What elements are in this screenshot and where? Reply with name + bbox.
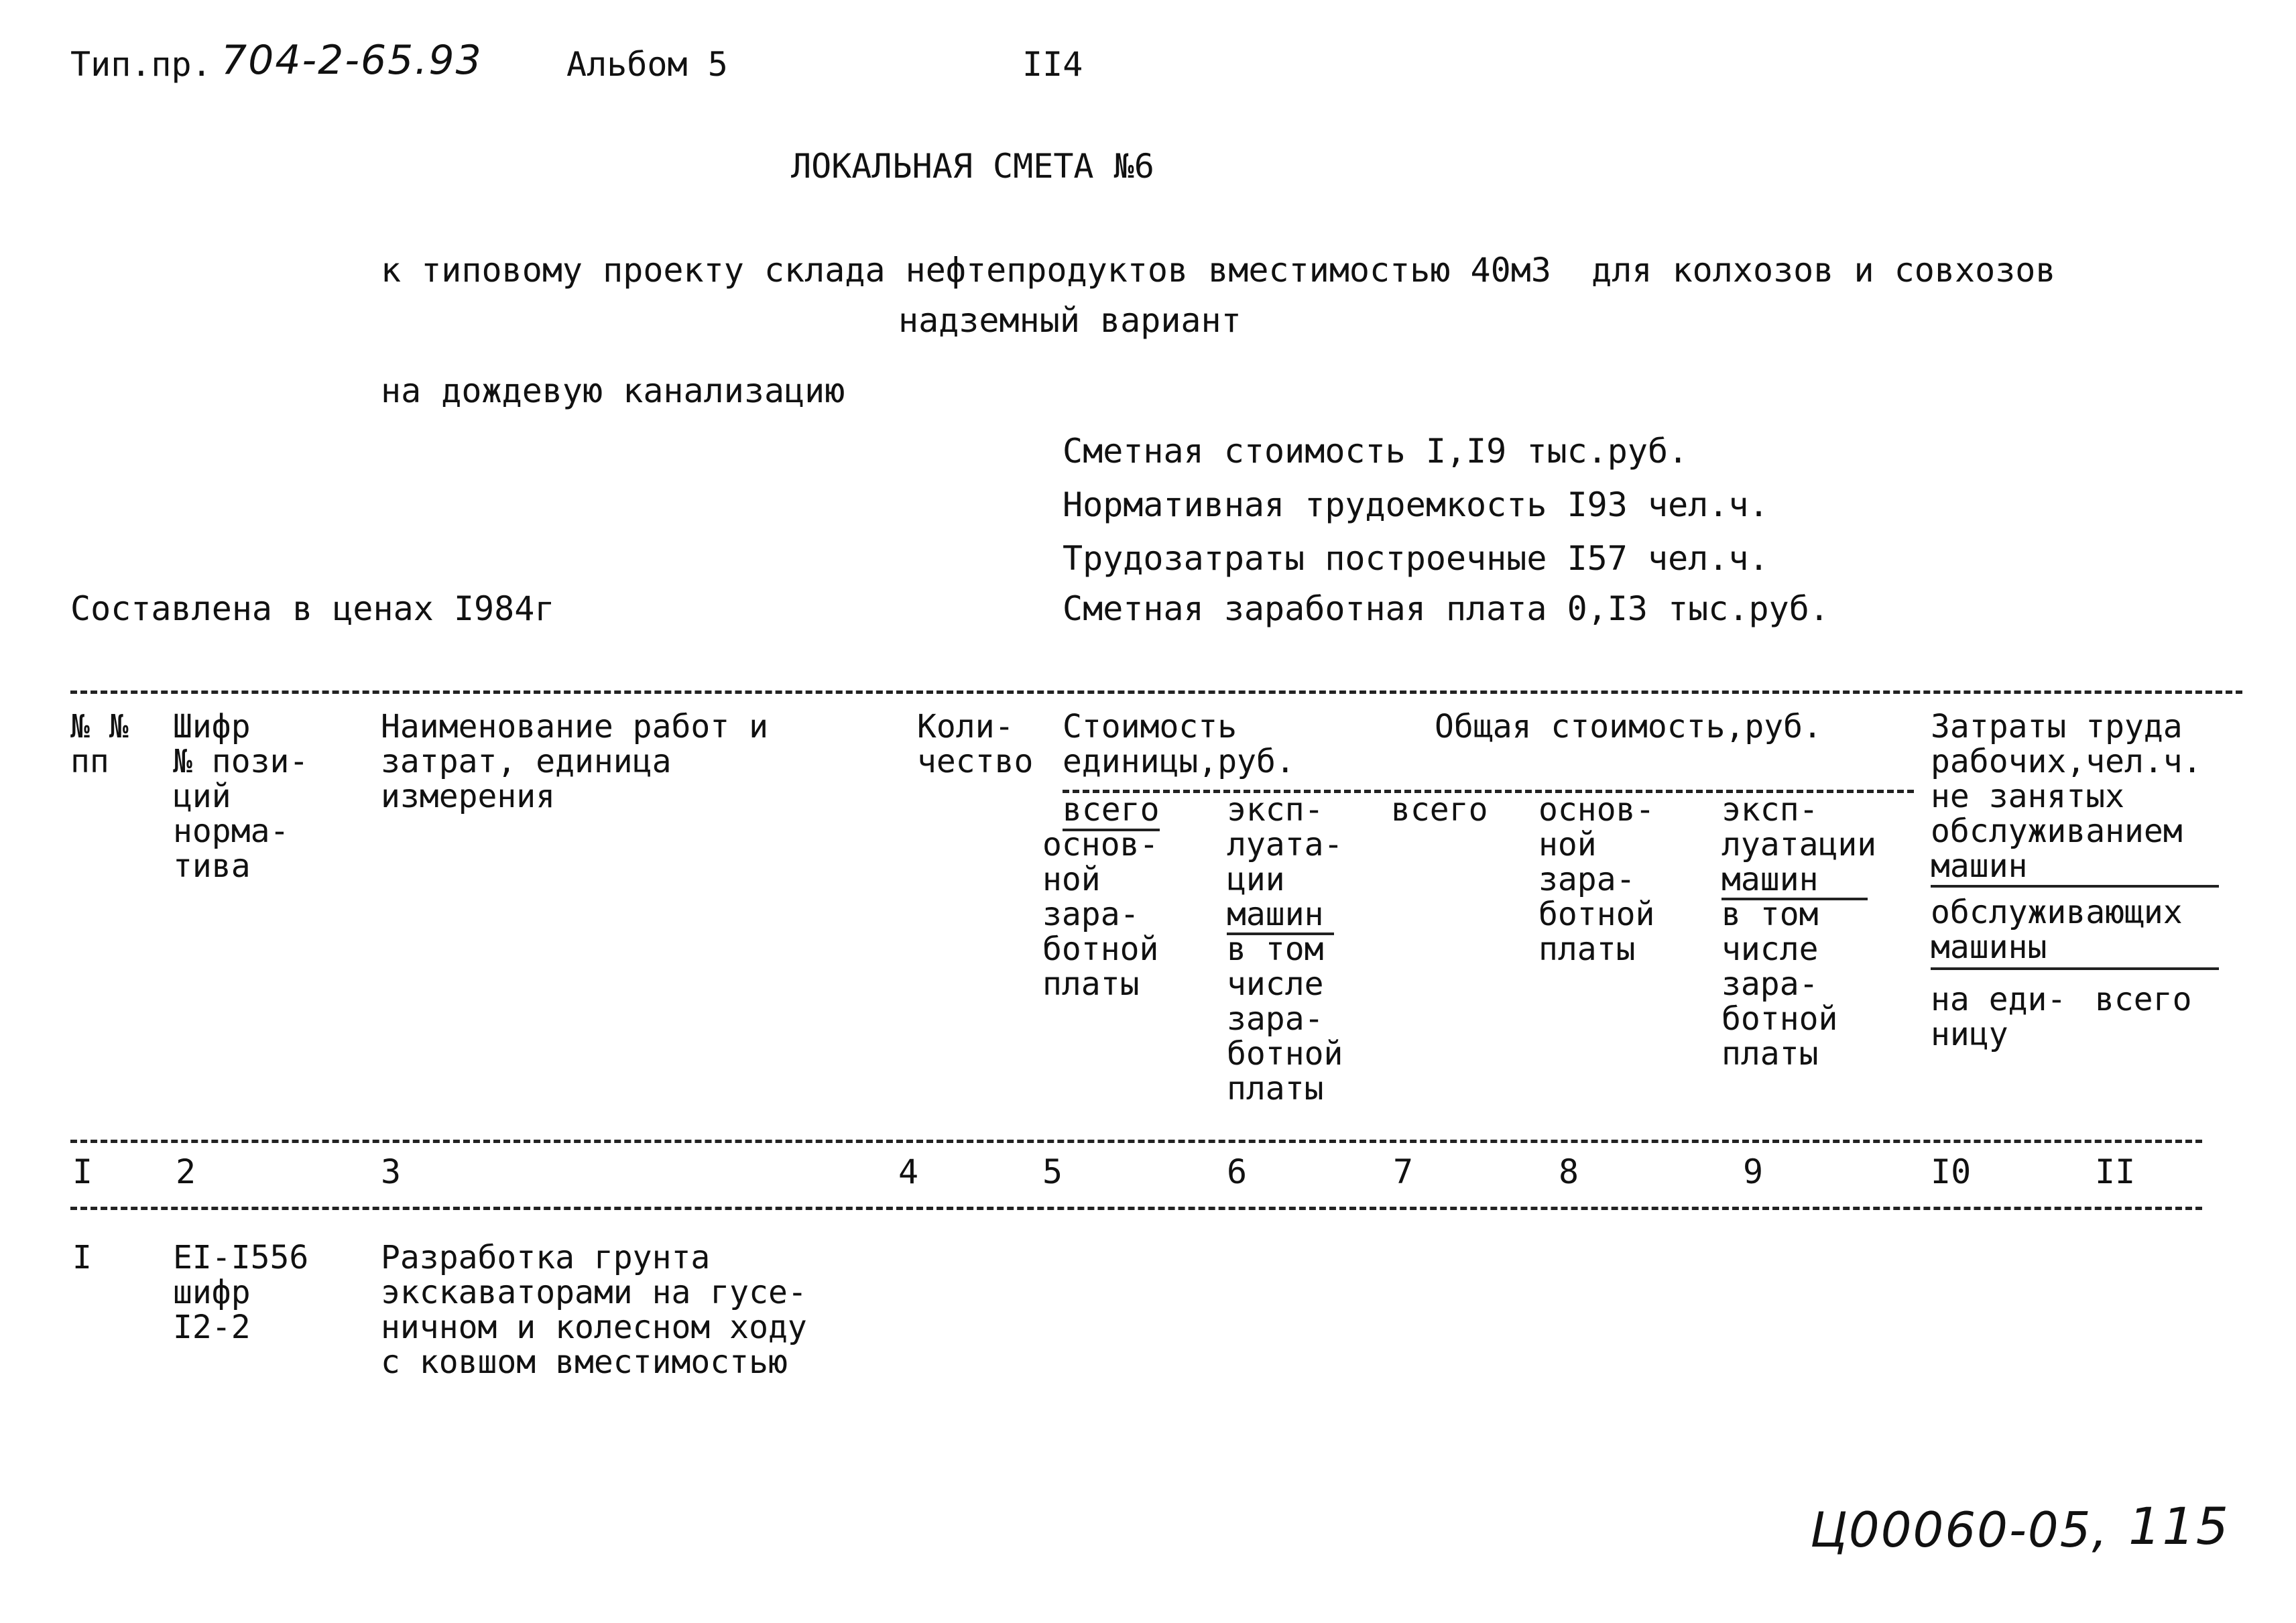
row-code: EI-I556 шифр I2-2 — [173, 1239, 309, 1346]
summary-labor-site: Трудозатраты построечные I57 чел.ч. — [1063, 539, 1769, 578]
project-label: Тип.пр. — [70, 45, 212, 84]
header-col6-bottom: в том числе зара- ботной платы — [1227, 930, 1343, 1107]
header-col5-top — [1063, 792, 1160, 827]
header-unit-cost-group: Стоимость единицы,руб. — [1063, 708, 1295, 780]
header-labor-group: Затраты труда рабочих,чел.ч. не занятых обслуживанием — [1931, 708, 2202, 850]
column-numbers-top-rule — [70, 1140, 2202, 1143]
header-col5-top-text: всего — [1063, 791, 1160, 831]
document-title: ЛОКАЛЬНАЯ СМЕТА №6 — [791, 147, 1154, 186]
header-labor-serving-machines: машины — [1931, 928, 2047, 966]
column-number: 7 — [1393, 1152, 1414, 1191]
header-labor-total: всего — [2095, 981, 2192, 1018]
labor-rule-1 — [1931, 885, 2219, 888]
column-number: 2 — [176, 1152, 196, 1191]
header-labor-per-unit: на еди- ницу — [1931, 981, 2067, 1053]
stamp-code: Ц00060-05, — [1810, 1502, 2109, 1558]
column-number: II — [2095, 1152, 2136, 1191]
header-col9-bottom: в том числе зара- ботной платы — [1721, 896, 1838, 1073]
labor-rule-2 — [1931, 967, 2219, 970]
column-number: 3 — [381, 1152, 402, 1191]
header-col3: Наименование работ и затрат, единица измерения — [381, 708, 768, 815]
header-col6-top: эксп- луата- ции машин — [1227, 791, 1343, 933]
album-label: Альбом 5 — [566, 45, 728, 84]
header-col8: основ- ной зара- ботной платы — [1538, 791, 1655, 968]
header-col2: Шифр № пози- ций норма- тива — [173, 708, 309, 885]
header-col9-top: эксп- луатации машин — [1721, 791, 1877, 898]
project-number: 704-2-65.93 — [221, 37, 483, 84]
header-col1: № № пп — [70, 708, 129, 780]
column-number: 6 — [1227, 1152, 1248, 1191]
header-total-cost-group: Общая стоимость,руб. — [1435, 708, 1822, 745]
page-number: II4 — [1022, 45, 1083, 84]
row-number: I — [72, 1239, 92, 1276]
column-number: I0 — [1931, 1152, 1972, 1191]
subtitle-line2: надземный вариант — [898, 301, 1242, 340]
column-number: I — [72, 1152, 93, 1191]
row-description: Разработка грунта экскаваторами на гусе- ничном и колесном ходу с ковшом вместимостью — [381, 1239, 807, 1381]
header-col7: всего — [1391, 791, 1488, 829]
header-labor-serving: обслуживающих — [1931, 894, 2183, 931]
column-number: 8 — [1559, 1152, 1579, 1191]
header-labor-machines: машин — [1931, 847, 2028, 885]
prices-year: Составлена в ценах I984г — [70, 589, 555, 628]
summary-cost: Сметная стоимость I,I9 тыс.руб. — [1063, 432, 1689, 471]
sheet-number: 115 — [2128, 1496, 2230, 1556]
subtitle-line1: к типовому проекту склада нефтепродуктов вместимостью 40м3 для колхозов и совхозов — [381, 251, 2056, 290]
column-number: 4 — [898, 1152, 919, 1191]
table-top-rule — [70, 690, 2242, 694]
column-numbers-bottom-rule — [70, 1207, 2202, 1210]
column-number: 5 — [1042, 1152, 1063, 1191]
object-name: на дождевую канализацию — [381, 371, 845, 410]
header-col5-bottom: основ- ной зара- ботной платы — [1042, 826, 1159, 1003]
header-col4: Коли- чество — [917, 708, 1034, 780]
summary-labor-norm: Нормативная трудоемкость I93 чел.ч. — [1063, 485, 1769, 524]
summary-wages: Сметная заработная плата 0,I3 тыс.руб. — [1063, 589, 1829, 628]
column-number: 9 — [1743, 1152, 1764, 1191]
